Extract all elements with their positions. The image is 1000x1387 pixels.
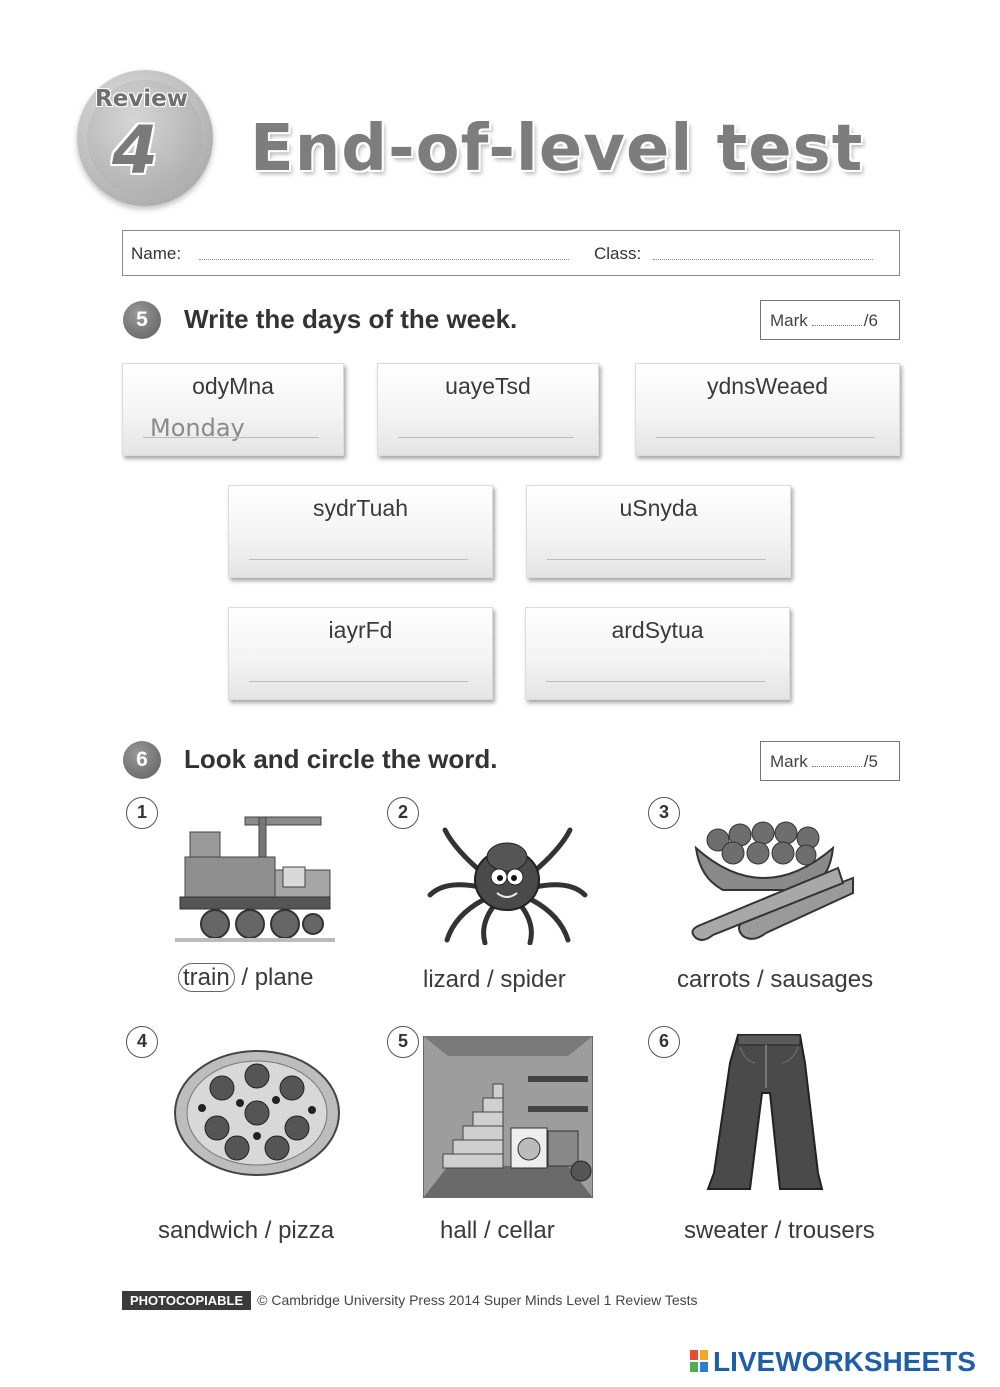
option-a[interactable]: hall xyxy=(440,1217,478,1244)
option-b[interactable]: trousers xyxy=(788,1217,875,1244)
train-icon xyxy=(175,812,335,947)
day-card xyxy=(228,485,493,578)
mark-dots xyxy=(812,325,862,326)
scrambled-word: ardSytua xyxy=(611,617,704,643)
separator: / xyxy=(750,966,771,993)
liveworksheets-logo xyxy=(690,1346,976,1380)
option-b[interactable]: pizza xyxy=(278,1217,335,1244)
section-5-instruction: Write the days of the week. xyxy=(184,304,518,334)
answer-line[interactable] xyxy=(398,437,574,438)
copyright-text: © Cambridge University Press 2014 Super Minds Level 1 Review Tests xyxy=(257,1292,698,1308)
day-card xyxy=(526,485,791,578)
choice-row xyxy=(684,1217,875,1245)
item-number: 2 xyxy=(387,797,419,829)
choice-row xyxy=(178,964,313,992)
day-card xyxy=(525,607,790,700)
item-number: 6 xyxy=(648,1026,680,1058)
carrots-icon xyxy=(688,818,863,948)
photocopiable-badge: PHOTOCOPIABLE xyxy=(122,1291,251,1310)
option-a[interactable]: sweater xyxy=(684,1217,769,1244)
trousers-icon xyxy=(700,1033,830,1193)
choice-row xyxy=(677,966,873,994)
section-5-number: 5 xyxy=(123,301,161,339)
class-label: Class: xyxy=(594,244,642,263)
item-number: 3 xyxy=(648,797,680,829)
student-info-box xyxy=(122,230,900,276)
separator: / xyxy=(258,1217,279,1244)
answer-line[interactable] xyxy=(249,559,468,560)
separator: / xyxy=(234,964,255,991)
name-field[interactable] xyxy=(199,259,569,260)
option-b[interactable]: plane xyxy=(254,964,314,991)
answer-line[interactable] xyxy=(249,681,468,682)
scrambled-word: odyMna xyxy=(192,373,274,399)
class-field[interactable] xyxy=(653,259,873,260)
option-b[interactable]: cellar xyxy=(497,1217,555,1244)
separator: / xyxy=(477,1217,498,1244)
section-5-mark-box xyxy=(760,300,900,340)
liveworksheets-text: LIVEWORKSHEETS xyxy=(713,1346,976,1377)
separator: / xyxy=(768,1217,789,1244)
review-badge xyxy=(77,70,213,206)
mark-label: Mark xyxy=(770,311,808,330)
choice-row xyxy=(440,1217,555,1245)
scrambled-word: uSnyda xyxy=(619,495,698,521)
option-a[interactable]: train xyxy=(178,963,235,992)
page-title: End-of-level test xyxy=(250,112,864,186)
liveworksheets-logo-icon xyxy=(690,1350,710,1374)
answer-line[interactable] xyxy=(547,559,766,560)
footer xyxy=(122,1291,698,1311)
scrambled-word: sydrTuah xyxy=(312,495,409,521)
mark-dots xyxy=(812,766,862,767)
cellar-icon xyxy=(423,1036,593,1198)
section-6-mark-box xyxy=(760,741,900,781)
answer-line[interactable] xyxy=(656,437,875,438)
spider-icon xyxy=(425,815,590,945)
review-badge-label: Review xyxy=(95,86,189,112)
option-a[interactable]: carrots xyxy=(677,966,751,993)
item-number: 1 xyxy=(126,797,158,829)
choice-row xyxy=(158,1217,334,1245)
option-b[interactable]: spider xyxy=(500,966,566,993)
answer-line[interactable] xyxy=(143,437,319,438)
scrambled-word: uayeTsd xyxy=(445,373,531,399)
mark-total: /6 xyxy=(863,311,878,330)
answer-text: Monday xyxy=(150,414,245,442)
option-a[interactable]: lizard xyxy=(423,966,481,993)
item-number: 4 xyxy=(126,1026,158,1058)
mark-total: /5 xyxy=(863,752,878,771)
scrambled-word: iayrFd xyxy=(328,617,393,643)
answer-line[interactable] xyxy=(546,681,765,682)
mark-label: Mark xyxy=(770,752,808,771)
scrambled-word: ydnsWeaed xyxy=(706,373,829,399)
choice-row xyxy=(423,966,566,994)
separator: / xyxy=(480,966,501,993)
review-badge-number: 4 xyxy=(112,112,158,189)
day-card xyxy=(635,363,900,456)
section-6-instruction: Look and circle the word. xyxy=(184,744,498,774)
item-number: 5 xyxy=(387,1026,419,1058)
pizza-icon xyxy=(172,1048,342,1178)
day-card xyxy=(377,363,599,456)
section-6-number: 6 xyxy=(123,741,161,779)
name-label: Name: xyxy=(131,244,182,263)
option-a[interactable]: sandwich xyxy=(158,1217,259,1244)
option-b[interactable]: sausages xyxy=(770,966,874,993)
day-card xyxy=(122,363,344,456)
day-card xyxy=(228,607,493,700)
